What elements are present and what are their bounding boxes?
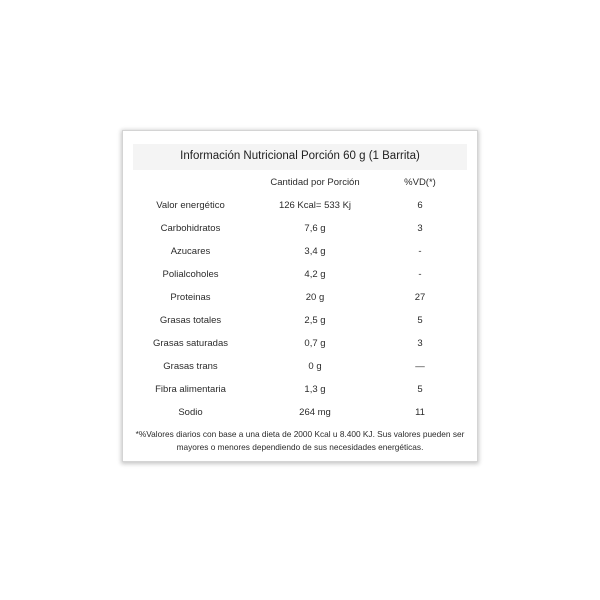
nutrient-daily-value: -: [418, 269, 422, 280]
nutrient-amount: 7,6 g: [304, 223, 326, 234]
nutrient-amount: 264 mg: [299, 407, 331, 418]
table-row: [123, 292, 477, 306]
table-row: [123, 200, 477, 214]
nutrient-daily-value: 5: [417, 315, 423, 326]
nutrient-amount: 0 g: [308, 361, 322, 372]
nutrient-name: Grasas trans: [163, 361, 218, 372]
nutrient-daily-value: 5: [417, 384, 423, 395]
table-row: [123, 338, 477, 352]
table-row: [123, 407, 477, 421]
header-amount: Cantidad por Porción: [270, 177, 360, 188]
nutrient-amount: 3,4 g: [304, 246, 326, 257]
nutrient-daily-value: 3: [417, 338, 423, 349]
footnote: [131, 428, 469, 453]
table-row: [123, 315, 477, 329]
table-row: [123, 246, 477, 260]
nutrient-name: Fibra alimentaria: [155, 384, 226, 395]
nutrient-name: Polialcoholes: [162, 269, 219, 280]
nutrient-name: Valor energético: [156, 200, 225, 211]
nutrient-daily-value: —: [415, 361, 425, 372]
nutrient-name: Grasas totales: [159, 315, 222, 326]
nutrition-facts-card: [123, 131, 477, 461]
nutrient-amount: 126 Kcal= 533 Kj: [278, 200, 352, 211]
table-row: [123, 384, 477, 398]
table-title: Información Nutricional Porción 60 g (1 Barrita): [180, 150, 420, 162]
table-row: [123, 361, 477, 375]
nutrient-name: Azucares: [170, 246, 211, 257]
nutrient-name: Sodio: [178, 407, 203, 418]
table-header-row: [123, 177, 477, 191]
table-row: [123, 269, 477, 283]
footnote-line: *%Valores diarios con base a una dieta de 2000 Kcal u 8.400 KJ. Sus valores pueden ser: [135, 429, 465, 439]
nutrient-amount: 1,3 g: [304, 384, 326, 395]
nutrient-amount: 20 g: [305, 292, 325, 303]
footnote-line: mayores o menores dependiendo de sus necesidades energéticas.: [176, 441, 424, 452]
table-row: [123, 223, 477, 237]
nutrient-name: Grasas saturadas: [153, 338, 228, 349]
nutrient-name: Carbohidratos: [160, 223, 221, 234]
nutrient-daily-value: 27: [414, 292, 426, 303]
nutrient-amount: 0,7 g: [304, 338, 326, 349]
nutrient-daily-value: -: [418, 246, 422, 257]
nutrient-amount: 2,5 g: [304, 315, 326, 326]
nutrient-daily-value: 6: [417, 200, 423, 211]
nutrient-daily-value: 11: [415, 407, 425, 418]
nutrient-daily-value: 3: [417, 223, 423, 234]
header-daily-value: %VD(*): [404, 177, 436, 188]
nutrient-name: Proteinas: [170, 292, 211, 303]
nutrient-amount: 4,2 g: [304, 269, 326, 280]
